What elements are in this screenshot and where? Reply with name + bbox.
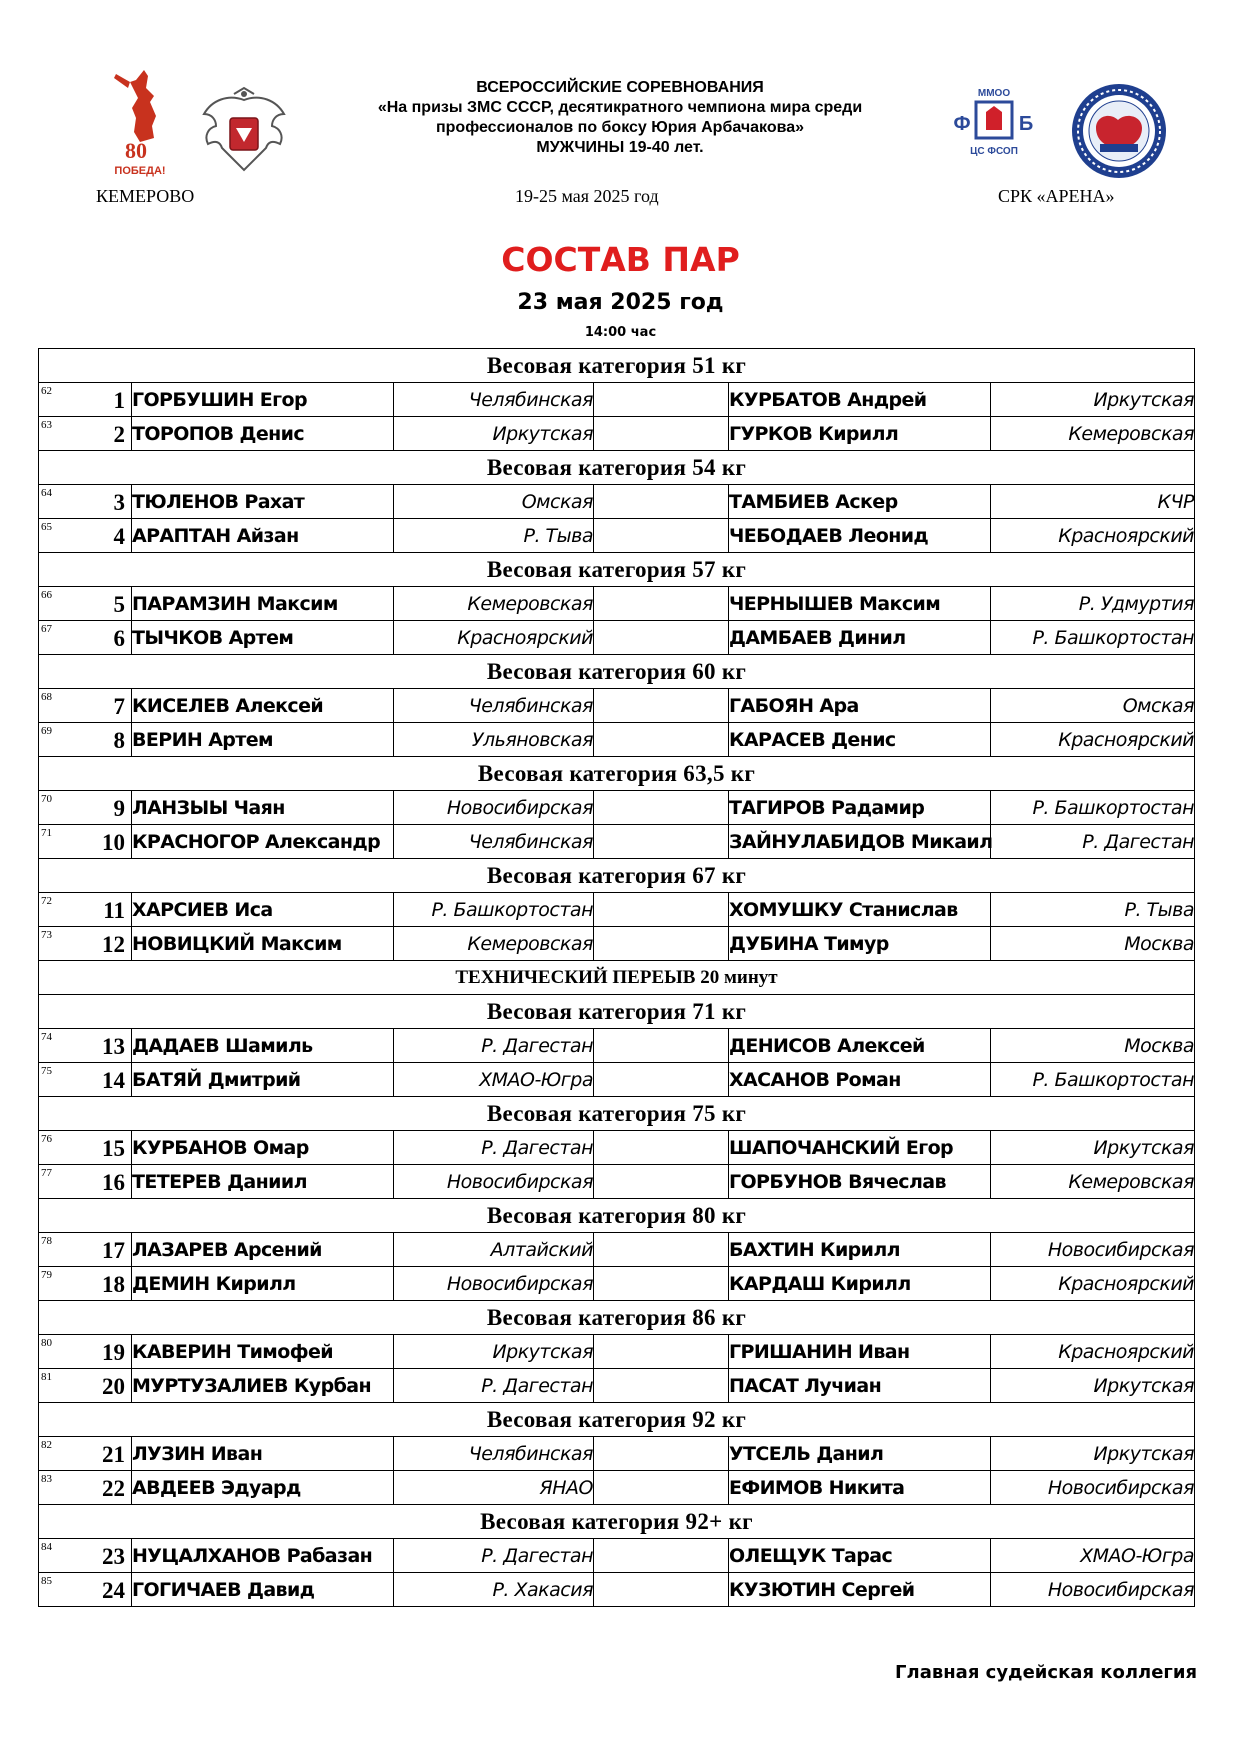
bout-number: 16 — [102, 1170, 125, 1195]
bout-number: 12 — [102, 932, 125, 957]
document-title: СОСТАВ ПАР — [501, 240, 740, 279]
weight-category-label: Весовая категория 86 кг — [39, 1301, 1195, 1335]
technical-break-label: ТЕХНИЧЕСКИЙ ПЕРЕЫВ 20 минут — [39, 961, 1195, 995]
bout-number-cell — [39, 1539, 132, 1573]
blue-corner-boxer: ЧЕБОДАЕВ Леонид — [729, 519, 991, 553]
red-corner-region: ХМАО-Югра — [394, 1063, 594, 1097]
red-corner-boxer: ВЕРИН Артем — [132, 723, 394, 757]
blue-corner-region: Иркутская — [991, 1369, 1195, 1403]
bout-number-cell — [39, 723, 132, 757]
bout-number-cell — [39, 1573, 132, 1607]
red-corner-region: Новосибирская — [394, 791, 594, 825]
blue-corner-region: Р. Башкортостан — [991, 621, 1195, 655]
bout-spacer — [594, 893, 729, 927]
red-corner-region: Иркутская — [394, 417, 594, 451]
blue-corner-boxer: ТАМБИЕВ Аскер — [729, 485, 991, 519]
red-corner-region: ЯНАО — [394, 1471, 594, 1505]
bout-number: 13 — [102, 1034, 125, 1059]
bout-id: 79 — [41, 1269, 52, 1281]
bout-spacer — [594, 1165, 729, 1199]
bout-spacer — [594, 791, 729, 825]
bout-number-cell — [39, 893, 132, 927]
bout-number-cell — [39, 383, 132, 417]
bout-number: 4 — [113, 524, 125, 549]
blue-corner-boxer: ДУБИНА Тимур — [729, 927, 991, 961]
bout-spacer — [594, 1539, 729, 1573]
blue-corner-boxer: ДАМБАЕВ Динил — [729, 621, 991, 655]
red-corner-region: Челябинская — [394, 825, 594, 859]
red-corner-region: Р. Башкортостан — [394, 893, 594, 927]
blue-corner-region: Р. Дагестан — [991, 825, 1195, 859]
bout-row — [39, 1029, 1195, 1063]
pairs-table — [38, 348, 1195, 1607]
bout-row — [39, 893, 1195, 927]
red-corner-boxer: ДЕМИН Кирилл — [132, 1267, 394, 1301]
bout-number: 3 — [113, 490, 125, 515]
bout-id: 70 — [41, 793, 52, 805]
red-corner-region: Кемеровская — [394, 927, 594, 961]
bout-spacer — [594, 1131, 729, 1165]
bout-number-cell — [39, 1335, 132, 1369]
bout-spacer — [594, 1267, 729, 1301]
bout-row — [39, 689, 1195, 723]
dates-label: 19-25 мая 2025 год — [515, 186, 659, 206]
competition-line: МУЖЧИНЫ 19-40 лет. — [536, 139, 704, 156]
bout-row — [39, 723, 1195, 757]
bout-number-cell — [39, 825, 132, 859]
blue-corner-boxer: ОЛЕЩУК Тарас — [729, 1539, 991, 1573]
bout-number: 2 — [113, 422, 125, 447]
blue-corner-boxer: ЧЕРНЫШЕВ Максим — [729, 587, 991, 621]
bout-id: 85 — [41, 1575, 52, 1587]
weight-category-row — [39, 995, 1195, 1029]
bout-row — [39, 825, 1195, 859]
weight-category-label: Весовая категория 54 кг — [39, 451, 1195, 485]
bout-spacer — [594, 417, 729, 451]
bout-id: 67 — [41, 623, 52, 635]
blue-corner-boxer: КУРБАТОВ Андрей — [729, 383, 991, 417]
blue-corner-boxer: ГОРБУНОВ Вячеслав — [729, 1165, 991, 1199]
bout-id: 68 — [41, 691, 52, 703]
red-corner-boxer: АВДЕЕВ Эдуард — [132, 1471, 394, 1505]
red-corner-region: Р. Тыва — [394, 519, 594, 553]
bout-number-cell — [39, 485, 132, 519]
bout-spacer — [594, 1437, 729, 1471]
mmoo-bottom-text: ЦС ФСОП — [970, 146, 1018, 157]
bout-number: 17 — [102, 1238, 125, 1263]
bout-spacer — [594, 689, 729, 723]
weight-category-row — [39, 1403, 1195, 1437]
bout-row — [39, 1165, 1195, 1199]
blue-corner-region: Новосибирская — [991, 1471, 1195, 1505]
bout-number-cell — [39, 1369, 132, 1403]
blue-corner-boxer: ХАСАНОВ Роман — [729, 1063, 991, 1097]
bout-id: 81 — [41, 1371, 52, 1383]
bout-row — [39, 621, 1195, 655]
blue-corner-region: Красноярский — [991, 1267, 1195, 1301]
bout-row — [39, 417, 1195, 451]
blue-corner-region: Красноярский — [991, 1335, 1195, 1369]
red-corner-region: Омская — [394, 485, 594, 519]
bout-spacer — [594, 621, 729, 655]
bout-row — [39, 791, 1195, 825]
pairs-table-body — [39, 349, 1195, 1607]
bout-spacer — [594, 383, 729, 417]
bout-id: 84 — [41, 1541, 52, 1553]
bout-row — [39, 485, 1195, 519]
bout-number-cell — [39, 1063, 132, 1097]
bout-spacer — [594, 723, 729, 757]
bout-row — [39, 1131, 1195, 1165]
city-label: КЕМЕРОВО — [96, 186, 195, 206]
round-federation-logo — [1070, 82, 1168, 180]
weight-category-row — [39, 1505, 1195, 1539]
bout-number-cell — [39, 689, 132, 723]
red-corner-region: Р. Дагестан — [394, 1369, 594, 1403]
red-corner-region: Челябинская — [394, 1437, 594, 1471]
bout-number: 5 — [113, 592, 125, 617]
bout-number: 23 — [102, 1544, 125, 1569]
mmoo-left-letter: Ф — [953, 113, 971, 135]
bout-id: 76 — [41, 1133, 52, 1145]
weight-category-label: Весовая категория 71 кг — [39, 995, 1195, 1029]
blue-corner-boxer: КАРАСЕВ Денис — [729, 723, 991, 757]
bout-number-cell — [39, 1131, 132, 1165]
bout-number: 15 — [102, 1136, 125, 1161]
weight-category-label: Весовая категория 63,5 кг — [39, 757, 1195, 791]
bout-row — [39, 1573, 1195, 1607]
red-corner-region: Р. Дагестан — [394, 1029, 594, 1063]
blue-corner-region: Омская — [991, 689, 1195, 723]
bout-row — [39, 1539, 1195, 1573]
bout-spacer — [594, 1335, 729, 1369]
bout-id: 77 — [41, 1167, 52, 1179]
bout-row — [39, 1233, 1195, 1267]
bout-number: 22 — [102, 1476, 125, 1501]
bout-number-cell — [39, 1165, 132, 1199]
bout-number: 18 — [102, 1272, 125, 1297]
blue-corner-region: Р. Удмуртия — [991, 587, 1195, 621]
competition-title — [340, 78, 900, 158]
blue-corner-region: Москва — [991, 927, 1195, 961]
bout-row — [39, 519, 1195, 553]
blue-corner-boxer: КУЗЮТИН Сергей — [729, 1573, 991, 1607]
red-corner-boxer: ЛУЗИН Иван — [132, 1437, 394, 1471]
red-corner-boxer: ПАРАМЗИН Максим — [132, 587, 394, 621]
bout-number-cell — [39, 1471, 132, 1505]
red-corner-boxer: ХАРСИЕВ Иса — [132, 893, 394, 927]
weight-category-label: Весовая категория 92+ кг — [39, 1505, 1195, 1539]
red-corner-region: Челябинская — [394, 383, 594, 417]
bout-number: 8 — [113, 728, 125, 753]
red-corner-region: Р. Дагестан — [394, 1131, 594, 1165]
blue-corner-boxer: ГУРКОВ Кирилл — [729, 417, 991, 451]
bout-id: 80 — [41, 1337, 52, 1349]
bout-id: 72 — [41, 895, 52, 907]
weight-category-row — [39, 1097, 1195, 1131]
bout-spacer — [594, 1573, 729, 1607]
bout-number: 20 — [102, 1374, 125, 1399]
red-corner-region: Новосибирская — [394, 1165, 594, 1199]
bout-number-cell — [39, 1267, 132, 1301]
bout-number-cell — [39, 1029, 132, 1063]
blue-corner-boxer: ГРИШАНИН Иван — [729, 1335, 991, 1369]
bout-id: 83 — [41, 1473, 52, 1485]
bout-spacer — [594, 1471, 729, 1505]
bout-spacer — [594, 1063, 729, 1097]
red-corner-boxer: АРАПТАН Айзан — [132, 519, 394, 553]
bout-id: 63 — [41, 419, 52, 431]
bout-row — [39, 587, 1195, 621]
bout-number: 9 — [113, 796, 125, 821]
weight-category-row — [39, 1199, 1195, 1233]
weight-category-row — [39, 451, 1195, 485]
red-corner-boxer: ТЮЛЕНОВ Рахат — [132, 485, 394, 519]
weight-category-row — [39, 349, 1195, 383]
blue-corner-boxer: ЕФИМОВ Никита — [729, 1471, 991, 1505]
red-corner-boxer: ЛАЗАРЕВ Арсений — [132, 1233, 394, 1267]
bout-id: 73 — [41, 929, 52, 941]
blue-corner-boxer: УТСЕЛЬ Данил — [729, 1437, 991, 1471]
red-corner-boxer: КАВЕРИН Тимофей — [132, 1335, 394, 1369]
ministry-sport-emblem-icon — [198, 84, 290, 180]
bout-number-cell — [39, 587, 132, 621]
bout-number: 21 — [102, 1442, 125, 1467]
venue-label: СРК «АРЕНА» — [998, 186, 1115, 206]
red-corner-boxer: ДАДАЕВ Шамиль — [132, 1029, 394, 1063]
bout-id: 62 — [41, 385, 52, 397]
weight-category-label: Весовая категория 75 кг — [39, 1097, 1195, 1131]
weight-category-row — [39, 655, 1195, 689]
bout-id: 66 — [41, 589, 52, 601]
blue-corner-region: Иркутская — [991, 1131, 1195, 1165]
bout-row — [39, 1267, 1195, 1301]
red-corner-region: Ульяновская — [394, 723, 594, 757]
mmoo-top-text: ММОО — [977, 88, 1011, 99]
bout-spacer — [594, 1029, 729, 1063]
weight-category-label: Весовая категория 60 кг — [39, 655, 1195, 689]
blue-corner-boxer: ГАБОЯН Ара — [729, 689, 991, 723]
red-corner-region: Иркутская — [394, 1335, 594, 1369]
blue-corner-region: Р. Башкортостан — [991, 791, 1195, 825]
red-corner-boxer: ТЫЧКОВ Артем — [132, 621, 394, 655]
competition-line: «На призы ЗМС СССР, десятикратного чемпиона мира среди — [377, 99, 863, 116]
bout-row — [39, 1437, 1195, 1471]
bout-spacer — [594, 519, 729, 553]
bout-id: 69 — [41, 725, 52, 737]
bout-spacer — [594, 587, 729, 621]
bout-number-cell — [39, 791, 132, 825]
weight-category-row — [39, 859, 1195, 893]
mmoo-right-letter: Б — [1018, 113, 1034, 135]
red-corner-boxer: БАТЯЙ Дмитрий — [132, 1063, 394, 1097]
bout-id: 75 — [41, 1065, 52, 1077]
red-corner-boxer: КУРБАНОВ Омар — [132, 1131, 394, 1165]
victory-80-logo — [110, 68, 174, 180]
competition-line: профессионалов по боксу Юрия Арбачакова» — [435, 119, 805, 136]
blue-corner-region: Новосибирская — [991, 1233, 1195, 1267]
blue-corner-boxer: ЗАЙНУЛАБИДОВ Микаил — [729, 825, 991, 859]
weight-category-row — [39, 553, 1195, 587]
bout-id: 74 — [41, 1031, 52, 1043]
bout-row — [39, 383, 1195, 417]
bout-row — [39, 1335, 1195, 1369]
blue-corner-boxer: ШАПОЧАНСКИЙ Егор — [729, 1131, 991, 1165]
red-corner-region: Алтайский — [394, 1233, 594, 1267]
bout-row — [39, 1063, 1195, 1097]
bout-number-cell — [39, 417, 132, 451]
bout-number-cell — [39, 621, 132, 655]
red-corner-region: Красноярский — [394, 621, 594, 655]
bout-spacer — [594, 1369, 729, 1403]
red-corner-boxer: ТОРОПОВ Денис — [132, 417, 394, 451]
blue-corner-boxer: КАРДАШ Кирилл — [729, 1267, 991, 1301]
bout-id: 64 — [41, 487, 52, 499]
red-corner-boxer: НУЦАЛХАНОВ Рабазан — [132, 1539, 394, 1573]
blue-corner-region: Москва — [991, 1029, 1195, 1063]
bout-number: 24 — [102, 1578, 125, 1603]
bout-spacer — [594, 825, 729, 859]
chief-judges-signature: Главная судейская коллегия — [895, 1662, 1197, 1683]
bout-number-cell — [39, 519, 132, 553]
bout-number-cell — [39, 1233, 132, 1267]
bout-row — [39, 927, 1195, 961]
blue-corner-region: Р. Башкортостан — [991, 1063, 1195, 1097]
bout-id: 71 — [41, 827, 52, 839]
bout-number: 10 — [102, 830, 125, 855]
competition-line: ВСЕРОССИЙСКИЕ СОРЕВНОВАНИЯ — [476, 79, 764, 96]
blue-corner-region: Красноярский — [991, 723, 1195, 757]
victory-label-text: ПОБЕДА! — [114, 165, 166, 177]
red-corner-region: Челябинская — [394, 689, 594, 723]
red-corner-region: Р. Дагестан — [394, 1539, 594, 1573]
document-time: 14:00 час — [584, 325, 657, 340]
victory-80-text: 80 — [125, 138, 147, 163]
bout-id: 82 — [41, 1439, 52, 1451]
blue-corner-boxer: БАХТИН Кирилл — [729, 1233, 991, 1267]
bout-id: 65 — [41, 521, 52, 533]
weight-category-label: Весовая категория 51 кг — [39, 349, 1195, 383]
red-corner-boxer: ГОГИЧАЕВ Давид — [132, 1573, 394, 1607]
weight-category-label: Весовая категория 57 кг — [39, 553, 1195, 587]
weight-category-label: Весовая категория 67 кг — [39, 859, 1195, 893]
red-corner-boxer: КРАСНОГОР Александр — [132, 825, 394, 859]
bout-id: 78 — [41, 1235, 52, 1247]
blue-corner-region: Иркутская — [991, 383, 1195, 417]
technical-break-row — [39, 961, 1195, 995]
blue-corner-region: Иркутская — [991, 1437, 1195, 1471]
bout-number: 14 — [102, 1068, 125, 1093]
blue-corner-boxer: ПАСАТ Лучиан — [729, 1369, 991, 1403]
blue-corner-region: Кемеровская — [991, 1165, 1195, 1199]
blue-corner-boxer: ТАГИРОВ Радамир — [729, 791, 991, 825]
weight-category-row — [39, 1301, 1195, 1335]
red-corner-boxer: ЛАНЗЫЫ Чаян — [132, 791, 394, 825]
red-corner-boxer: ГОРБУШИН Егор — [132, 383, 394, 417]
bout-number-cell — [39, 1437, 132, 1471]
weight-category-label: Весовая категория 80 кг — [39, 1199, 1195, 1233]
red-corner-region: Р. Хакасия — [394, 1573, 594, 1607]
blue-corner-boxer: ДЕНИСОВ Алексей — [729, 1029, 991, 1063]
bout-row — [39, 1369, 1195, 1403]
bout-row — [39, 1471, 1195, 1505]
red-corner-boxer: НОВИЦКИЙ Максим — [132, 927, 394, 961]
mmoo-fb-logo — [948, 84, 1040, 158]
document-date: 23 мая 2025 год — [517, 290, 724, 315]
bout-spacer — [594, 485, 729, 519]
red-corner-region: Кемеровская — [394, 587, 594, 621]
bout-number-cell — [39, 927, 132, 961]
bout-number: 19 — [102, 1340, 125, 1365]
blue-corner-region: КЧР — [991, 485, 1195, 519]
bout-number: 1 — [113, 388, 125, 413]
bout-number: 11 — [103, 898, 125, 923]
blue-corner-region: Новосибирская — [991, 1573, 1195, 1607]
blue-corner-boxer: ХОМУШКУ Станислав — [729, 893, 991, 927]
document-header — [0, 0, 1241, 220]
blue-corner-region: Р. Тыва — [991, 893, 1195, 927]
blue-corner-region: Кемеровская — [991, 417, 1195, 451]
blue-corner-region: ХМАО-Югра — [991, 1539, 1195, 1573]
weight-category-row — [39, 757, 1195, 791]
red-corner-boxer: КИСЕЛЕВ Алексей — [132, 689, 394, 723]
bout-spacer — [594, 927, 729, 961]
bout-number: 6 — [113, 626, 125, 651]
weight-category-label: Весовая категория 92 кг — [39, 1403, 1195, 1437]
bout-number: 7 — [113, 694, 125, 719]
blue-corner-region: Красноярский — [991, 519, 1195, 553]
bout-spacer — [594, 1233, 729, 1267]
red-corner-boxer: МУРТУЗАЛИЕВ Курбан — [132, 1369, 394, 1403]
red-corner-boxer: ТЕТЕРЕВ Даниил — [132, 1165, 394, 1199]
red-corner-region: Новосибирская — [394, 1267, 594, 1301]
